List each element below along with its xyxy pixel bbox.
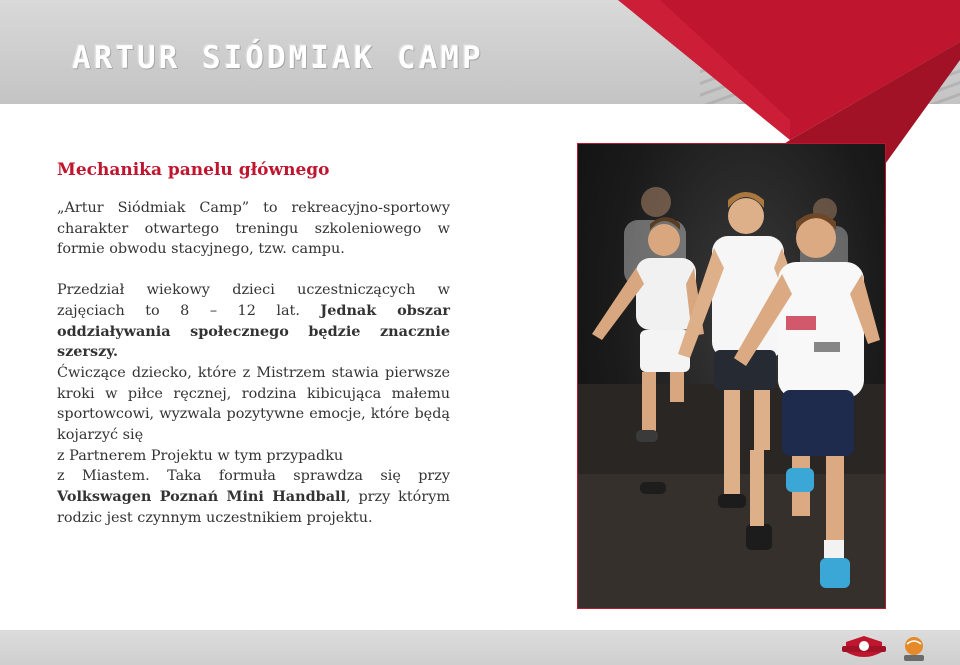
child-training-text: Ćwiczące dziecko, które z Mistrzem stawia pierwsze kroki w piłce ręcznej, rodzina kibicująca małemu sportowcowi, wyzwala pozytywne emocje, które będą kojarzyć się: [57, 364, 450, 444]
page-title: ARTUR SIÓDMIAK CAMP: [72, 40, 484, 76]
handball-camp-logo: [898, 632, 930, 664]
paragraph-intro: „Artur Siódmiak Camp” to rekreacyjno-sportowy charakter otwartego treningu szkoleniowego w formie obwodu stacyjnego, tzw. campu.: [57, 200, 450, 258]
body-text: [57, 198, 450, 529]
section-heading: Mechanika panelu głównego: [57, 160, 330, 180]
camp-crest-logo: [838, 634, 890, 662]
footer-band: [0, 630, 960, 665]
brand-name: Volkswagen Poznań Mini Handball: [57, 488, 346, 506]
paragraph-details: [57, 280, 450, 528]
city-text: z Miastem. Taka formuła sprawdza się przy: [57, 468, 450, 485]
children-training-photo: [577, 143, 886, 609]
closing-text: , przy którym rodzic jest czynnym uczestnikiem projektu.: [57, 489, 450, 526]
impact-text: Jednak obszar oddziaływania społecznego będzie znacznie szerszy.: [57, 301, 450, 361]
partner-text: z Partnerem Projektu w tym przypadku: [57, 447, 344, 464]
age-range-text: Przedział wiekowy dzieci uczestniczących w zajęciach to 8 – 12 lat.: [57, 282, 450, 319]
header-band: [0, 0, 960, 104]
